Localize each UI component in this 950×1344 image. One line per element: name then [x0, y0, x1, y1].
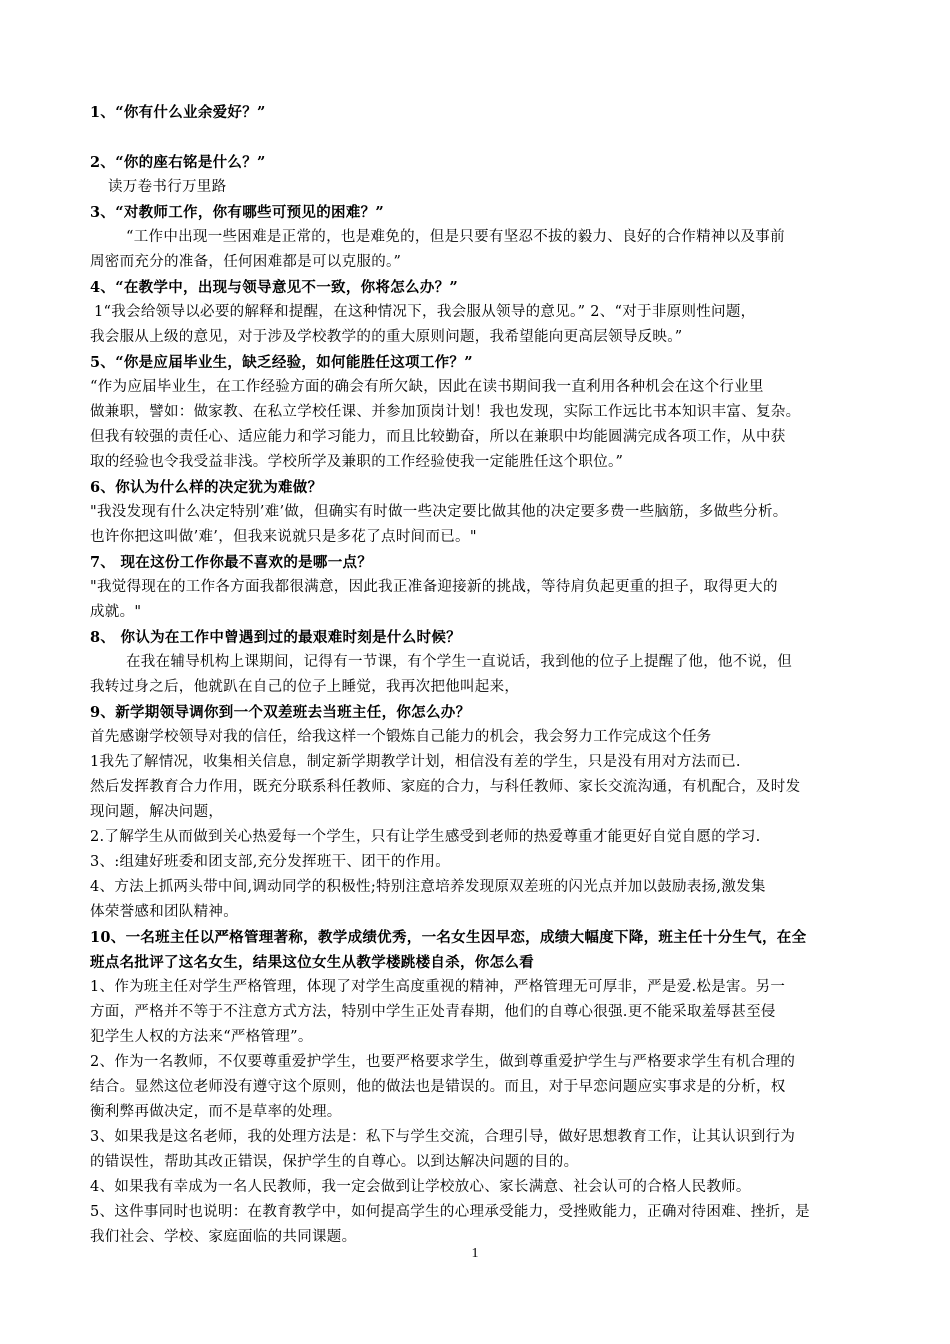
question-5: 5、“你是应届毕业生，缺乏经验，如何能胜任这项工作？” [90, 354, 473, 371]
answer-5-line-3: 但我有较强的责任心、适应能力和学习能力，而且比较勤奋，所以在兼职中均能圆满完成各项工作，从中获 [90, 429, 786, 445]
answer-10-line-10: 5、这件事同时也说明：在教育教学中，如何提高学生的心理承受能力，受挫败能力，正确对待困难、挫折，是 [90, 1204, 810, 1220]
question-10-line-2: 班点名批评了这名女生，结果这位女生从教学楼跳楼自杀，你怎么看 [90, 954, 534, 971]
answer-7-line-2: 成就。" [90, 604, 142, 620]
answer-10-line-6: 衡利弊再做决定，而不是草率的处理。 [90, 1104, 342, 1120]
answer-10-line-7: 3、如果我是这名老师，我的处理方法是：私下与学生交流，合理引导，做好思想教育工作，让其认识到行为 [90, 1129, 796, 1145]
answer-3-line-2: 周密而充分的准备，任何困难都是可以克服的。” [90, 254, 402, 270]
answer-7-line-1: "我觉得现在的工作各方面我都很满意，因此我正准备迎接新的挑战，等待肩负起更重的担子，取得更大的 [90, 579, 778, 595]
document-body [90, 100, 870, 1250]
answer-10-line-9: 4、如果我有幸成为一名人民教师，我一定会做到让学校放心、家长满意、社会认可的合格人民教师。 [90, 1179, 751, 1195]
answer-8-line-1: 在我在辅导机构上课期间，记得有一节课，有个学生一直说话，我到他的位子上提醒了他，他不说，但 [126, 654, 792, 670]
question-7: 7、 现在这份工作你最不喜欢的是哪一点？ [90, 554, 373, 571]
answer-10-line-4: 2、作为一名教师，不仅要尊重爱护学生，也要严格要求学生，做到尊重爱护学生与严格要求学生有机合理的 [90, 1054, 796, 1070]
answer-9-line-4: 现问题，解决问题， [90, 804, 224, 820]
answer-6-line-2: 也许你把这叫做’难’，但我来说就只是多花了点时间而已。" [90, 529, 477, 545]
question-8: 8、 你认为在工作中曾遇到过的最艰难时刻是什么时候？ [90, 629, 461, 646]
answer-10-line-3: 犯学生人权的方法来“严格管理”。 [90, 1029, 313, 1045]
answer-10-line-1: 1、作为班主任对学生严格管理，体现了对学生高度重视的精神，严格管理无可厚非，严是爱.松是害。另一 [90, 979, 786, 995]
answer-9-line-8: 体荣誉感和团队精神。 [90, 904, 238, 920]
answer-5-line-4: 取的经验也令我受益非浅。学校所学及兼职的工作经验使我一定能胜任这个职位。” [90, 454, 624, 470]
answer-9-line-1: 首先感谢学校领导对我的信任，给我这样一个锻炼自己能力的机会，我会努力工作完成这个任务 [90, 729, 712, 745]
answer-10-line-8: 的错误性，帮助其改正错误，保护学生的自尊心。以到达解决问题的目的。 [90, 1154, 579, 1170]
question-2: 2、“你的座右铭是什么？” [90, 154, 266, 171]
blank-line [90, 125, 870, 150]
answer-5-line-1: “作为应届毕业生，在工作经验方面的确会有所欠缺，因此在读书期间我一直利用各种机会在这个行业里 [90, 379, 764, 395]
answer-9-line-6: 3、:组建好班委和团支部,充分发挥班干、团干的作用。 [90, 854, 451, 870]
answer-9-line-2: 1我先了解情况，收集相关信息，制定新学期教学计划，相信没有差的学生，只是没有用对方法而已. [90, 754, 741, 770]
question-4: 4、“在教学中，出现与领导意见不一致，你将怎么办？” [90, 279, 459, 296]
question-9: 9、新学期领导调你到一个双差班去当班主任，你怎么办？ [90, 704, 471, 721]
answer-8-line-2: 我转过身之后，他就趴在自己的位子上睡觉，我再次把他叫起来， [90, 679, 520, 695]
question-10-line-1: 10、一名班主任以严格管理著称，教学成绩优秀，一名女生因早恋，成绩大幅度下降，班主任十分生气，在全 [90, 929, 807, 946]
question-3: 3、“对教师工作，你有哪些可预见的困难？” [90, 204, 385, 221]
answer-10-line-2: 方面，严格并不等于不注意方式方法，特别中学生正处青春期，他们的自尊心很强.更不能采取羞辱甚至侵 [90, 1004, 776, 1020]
answer-2: 读万卷书行万里路 [108, 179, 227, 195]
answer-3-line-1: “工作中出现一些困难是正常的，也是难免的，但是只要有坚忍不拔的毅力、良好的合作精神以及事前 [126, 229, 785, 245]
question-1: 1、“你有什么业余爱好？” [90, 104, 266, 121]
answer-10-line-11: 我们社会、学校、家庭面临的共同课题。 [90, 1229, 357, 1245]
question-6: 6、你认为什么样的决定犹为难做？ [90, 479, 323, 496]
answer-4-line-2: 我会服从上级的意见，对于涉及学校教学的的重大原则问题，我希望能向更高层领导反映。” [90, 329, 683, 345]
answer-9-line-3: 然后发挥教育合力作用，既充分联系科任教师、家庭的合力，与科任教师、家长交流沟通，有机配合，及时发 [90, 779, 801, 795]
answer-5-line-2: 做兼职，譬如：做家教、在私立学校任课、并参加顶岗计划！我也发现，实际工作远比书本知识丰富、复杂。 [90, 404, 801, 420]
answer-10-line-5: 结合。显然这位老师没有遵守这个原则，他的做法也是错误的。而且，对于早恋问题应实事求是的分析，权 [90, 1079, 786, 1095]
answer-9-line-7: 4、方法上抓两头带中间,调动同学的积极性;特别注意培养发现原双差班的闪光点并加以鼓励表扬,激发集 [90, 879, 766, 895]
answer-6-line-1: "我没发现有什么决定特别’难’做，但确实有时做一些决定要比做其他的决定要多费一些脑筋，多做些分析。 [90, 504, 788, 520]
answer-4-line-1: 1“我会给领导以必要的解释和提醒，在这种情况下，我会服从领导的意见。” 2、“对于非原则性问题， [94, 304, 756, 320]
answer-9-line-5: 2.了解学生从而做到关心热爱每一个学生，只有让学生感受到老师的热爱尊重才能更好自觉自愿的学习. [90, 829, 761, 845]
page-number: 1 [471, 1246, 479, 1261]
